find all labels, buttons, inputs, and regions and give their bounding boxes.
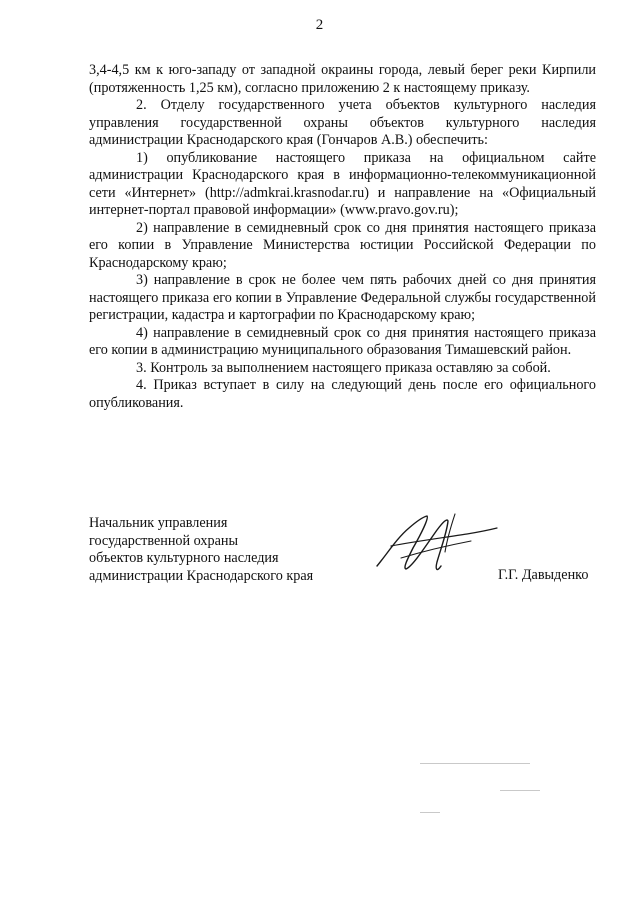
- signature-block: [89, 515, 596, 595]
- signer-position-line: объектов культурного наследия: [89, 550, 279, 567]
- signer-name: Г.Г. Давыденко: [498, 567, 589, 583]
- paragraph-continuation: 3,4-4,5 км к юго-западу от западной окраины города, левый берег реки Кирпили (протяженность 1,25 км), согласно приложению 2 к настоящему приказу.: [89, 62, 596, 96]
- paragraph-item-4: 4. Приказ вступает в силу на следующий день после его официального опубликования.: [89, 377, 596, 411]
- paragraph-subitem-4: 4) направление в семидневный срок со дня принятия настоящего приказа его копии в администрацию муниципального образования Тимашевский район.: [89, 324, 596, 358]
- paragraph-subitem-3: 3) направление в срок не более чем пять рабочих дней со дня принятия настоящего приказа его копии в Управление Федеральной службы государственной регистрации, кадастра и картографии по Краснодарскому краю;: [89, 272, 596, 323]
- signer-position-line: государственной охраны: [89, 532, 239, 549]
- paragraph-subitem-1: 1) опубликование настоящего приказа на официальном сайте администрации Краснодарского края в информационно-телекоммуникационной сети «Интернет» (http://admkrai.krasnodar.ru) и направление на «Официальный интернет-портал правовой информации» (www.pravo.gov.ru);: [89, 149, 596, 218]
- document-body: [89, 62, 596, 412]
- page-number: 2: [315, 17, 324, 33]
- paragraph-item-3: 3. Контроль за выполнением настоящего приказа оставляю за собой.: [136, 359, 551, 376]
- handwritten-signature: [371, 508, 501, 578]
- scan-artifact: [420, 812, 440, 813]
- paragraph-subitem-2: 2) направление в семидневный срок со дня принятия настоящего приказа его копии в Управление Министерства юстиции Российской Федерации по Краснодарскому краю;: [89, 219, 596, 271]
- signer-position-line: Начальник управления: [89, 515, 228, 531]
- scan-artifact: [420, 763, 530, 764]
- signer-position-line: администрации Краснодарского края: [89, 567, 314, 584]
- paragraph-item-2: 2. Отделу государственного учета объектов культурного наследия управления государственной охраны объектов культурного наследия администрации Краснодарского края (Гончаров А.В.) обеспечить:: [89, 97, 596, 148]
- signer-position: [89, 515, 313, 585]
- scan-artifact: [500, 790, 540, 791]
